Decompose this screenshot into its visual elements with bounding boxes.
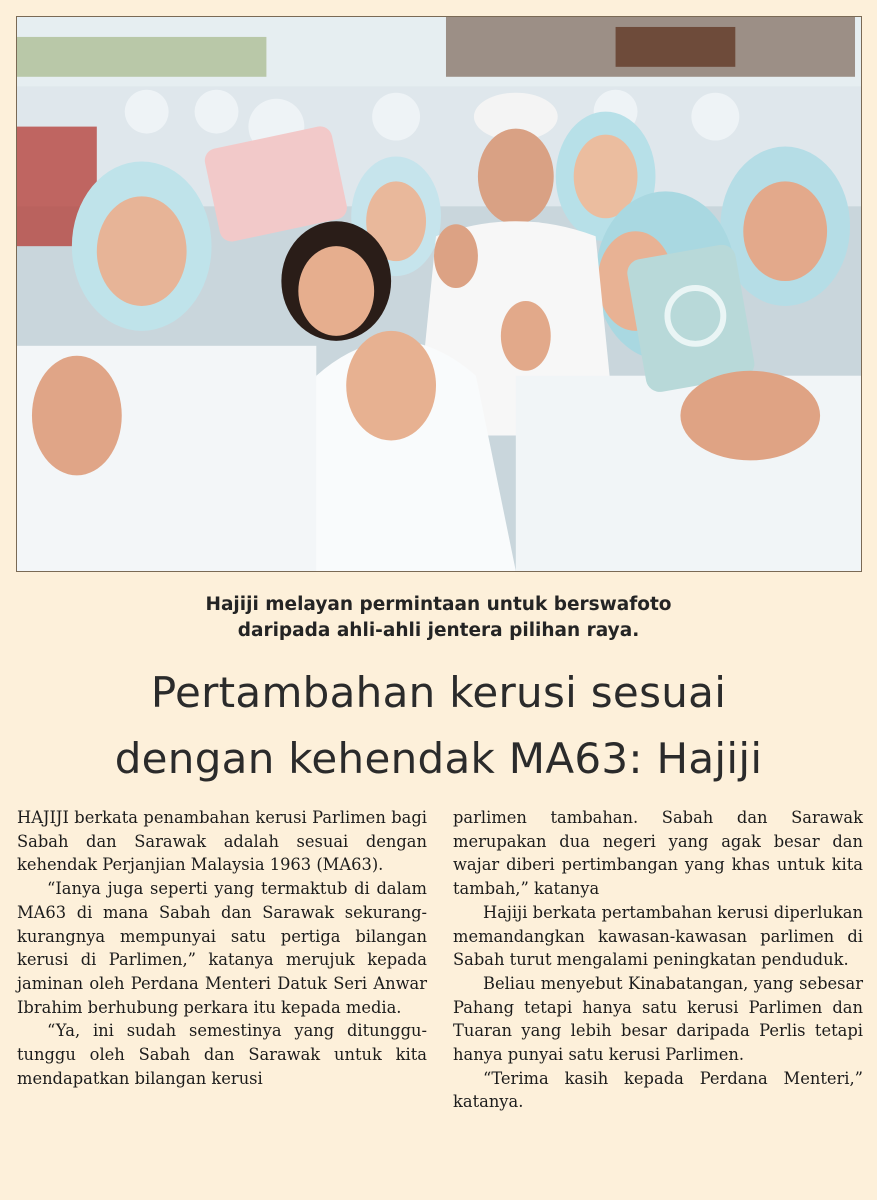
photo-caption <box>0 592 877 644</box>
headline-line-1: Pertambahan kerusi sesuai <box>150 668 727 717</box>
group-selfie-photo <box>17 17 861 571</box>
paragraph: Hajiji berkata pertambahan kerusi diperlukan memandangkan kawasan-kawasan parlimen di Sabah turut mengalami peningkatan penduduk. <box>453 902 863 970</box>
caption-line-2: daripada ahli-ahli jentera pilihan raya. <box>237 620 640 641</box>
paragraph: Beliau menyebut Kinabatangan, yang sebesar Pahang tetapi hanya satu kerusi Parlimen dan Tuaran yang lebih besar daripada Perlis tetapi hanya punyai satu kerusi Parlimen. <box>453 973 863 1065</box>
news-photo <box>16 16 862 572</box>
paragraph: “Terima kasih kepada Perdana Menteri,” katanya. <box>453 1068 863 1112</box>
article-column-left <box>17 806 427 1090</box>
article-column-right <box>453 806 863 1114</box>
paragraph: HAJIJI berkata penambahan kerusi Parlimen bagi Sabah dan Sarawak adalah sesuai dengan kehendak Perjanjian Malaysia 1963 (MA63). <box>17 808 427 875</box>
headline <box>0 660 877 792</box>
headline-line-2: dengan kehendak MA63: Hajiji <box>114 734 763 783</box>
paragraph: “Ya, ini sudah semestinya yang ditunggu-tunggu oleh Sabah dan Sarawak untuk kita mendapatkan bilangan kerusi <box>17 1021 427 1088</box>
caption-line-1: Hajiji melayan permintaan untuk berswafoto <box>205 594 672 615</box>
paragraph: parlimen tambahan. Sabah dan Sarawak merupakan dua negeri yang agak besar dan wajar diberi pertimbangan yang khas untuk kita tambah,” katanya <box>453 808 863 899</box>
paragraph: “Ianya juga seperti yang termaktub di dalam MA63 di mana Sabah dan Sarawak sekurang-kurangnya mempunyai satu pertiga bilangan kerusi di Parlimen,” katanya merujuk kepada jaminan oleh Perdana Menteri Datuk Seri Anwar Ibrahim berhubung perkara itu kepada media. <box>17 879 427 1017</box>
